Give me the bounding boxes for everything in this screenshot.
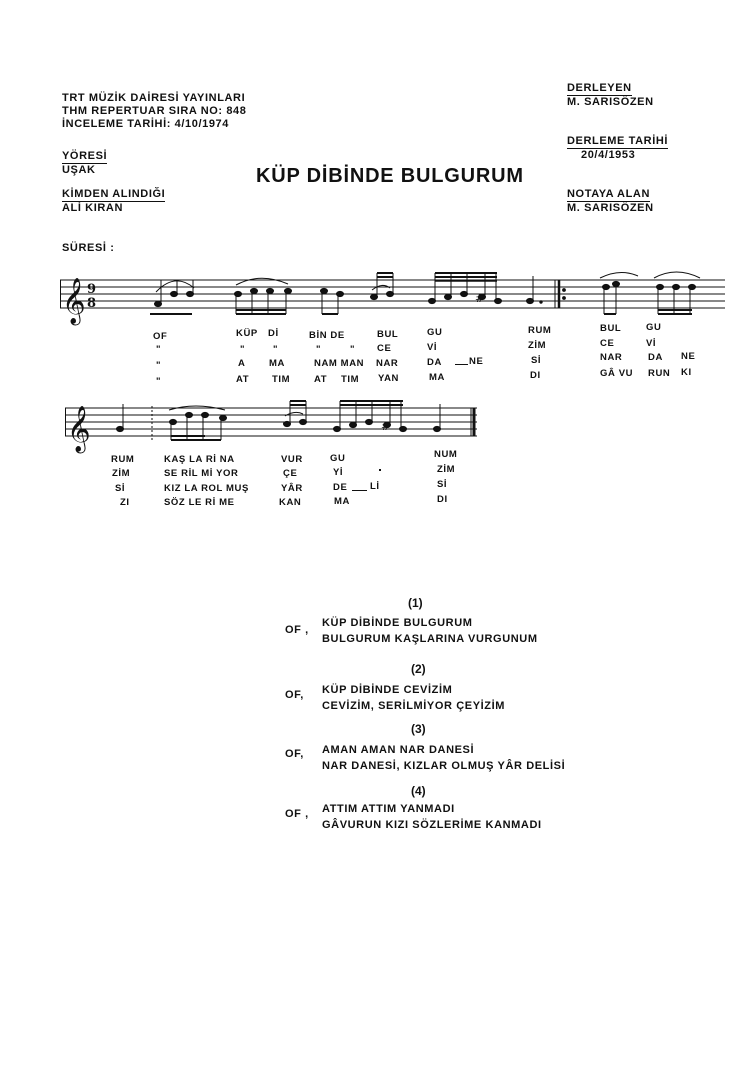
lyric-syllable: ÇE [283,468,298,479]
verse-number: (4) [411,784,426,798]
treble-clef-icon: 𝄞 [67,406,91,452]
verse-line: KÜP DİBİNDE CEVİZİM [322,684,453,696]
region-label: YÖRESİ [62,150,108,162]
lyric-syllable: NAR [376,358,399,369]
staff-system-1 [60,270,725,330]
time-sig-bottom: 8 [87,296,97,311]
verse-line: CEVİZİM, SERİLMİYOR ÇEYİZİM [322,700,506,712]
lyric-syllable: " [273,344,279,355]
lyric-syllable: GÂ VU [600,368,634,379]
lyric-syllable: " [156,360,162,371]
lyric-syllable: ZİM [112,468,131,479]
verse-line: ATTIM ATTIM YANMADI [322,803,455,815]
melisma-dash [352,490,367,491]
lyric-syllable: AT [314,374,328,385]
repertoire-number: THM REPERTUAR SIRA NO: 848 [62,105,247,117]
lyric-syllable: CE [377,343,392,354]
lyric-syllable: YÂR [281,483,303,494]
lyric-syllable: Lİ [370,481,380,492]
lyric-syllable: BİN DE [309,330,345,341]
lyric-syllable: Vİ [646,338,657,349]
lyric-syllable: NE [469,356,484,367]
lyric-syllable: RUM [111,454,135,465]
lyric-syllable: KAŞ LA Rİ NA [164,454,235,465]
publisher-block [62,92,247,131]
lyric-syllable: DI [437,494,448,505]
review-date: İNCELEME TARİHİ: 4/10/1974 [62,118,229,130]
verse-number: (2) [411,662,426,676]
notation-value: M. SARISÖZEN [567,202,654,214]
verse-number: (1) [408,596,423,610]
source-value: ALİ KIRAN [62,202,124,214]
lyric-syllable: VUR [281,454,303,465]
lyric-syllable: KI [681,367,692,378]
lyric-syllable: " [240,344,246,355]
lyric-syllable: RUM [528,325,552,336]
lyric-syllable: OF [153,331,168,342]
date-value: 20/4/1953 [581,149,636,161]
lyric-syllable: DA [427,357,442,368]
lyric-syllable: DI [530,370,541,381]
lyric-syllable: BUL [600,323,622,334]
verse-line: NAR DANESİ, KIZLAR OLMUŞ YÂR DELİSİ [322,760,566,772]
lyric-syllable: TIM [341,374,360,385]
region-value: UŞAK [62,164,96,176]
lyric-syllable: SÖZ LE Rİ ME [164,497,235,508]
compiler-label: DERLEYEN [567,82,632,94]
song-title: KÜP DİBİNDE BULGURUM [256,165,524,187]
verse-prefix: OF, [285,689,304,701]
date-label: DERLEME TARİHİ [567,135,669,147]
lyric-syllable: GU [330,453,346,464]
lyric-syllable: GU [427,327,443,338]
lyric-syllable: DA [648,352,663,363]
verse-line: GÂVURUN KIZI SÖZLERİME KANMADI [322,819,542,831]
lyric-syllable: TIM [272,374,291,385]
compiler-block [567,82,654,109]
note-group [284,401,441,433]
treble-clef-icon: 𝄞 [62,278,86,324]
verse-line: AMAN AMAN NAR DANESİ [322,744,475,756]
note-group [527,276,566,308]
verse-line: BULGURUM KAŞLARINA VURGUNUM [322,633,538,645]
lyric-syllable: ZİM [528,340,547,351]
lyric-syllable: Sİ [437,479,448,490]
notation-block [567,188,654,215]
lyric-syllable: RUN [648,368,671,379]
duration-label: SÜRESİ : [62,242,115,254]
lyric-syllable: NAM MAN [314,358,365,369]
melisma-dash [455,364,468,365]
publisher-line: TRT MÜZİK DAİRESİ YAYINLARI [62,92,246,104]
lyric-syllable: Vİ [427,342,438,353]
lyric-syllable: DE [333,482,348,493]
lyric-syllable: KAN [279,497,302,508]
lyric-syllable: MA [334,496,350,507]
lyric-syllable: BUL [377,329,399,340]
source-label: KİMDEN ALINDIĞI [62,188,166,200]
notation-label: NOTAYA ALAN [567,188,650,200]
lyric-syllable: NUM [434,449,458,460]
svg-text:#: # [475,292,485,305]
svg-text:#: # [381,420,391,433]
verse-prefix: OF , [285,624,309,636]
lyric-syllable: " [156,344,162,355]
lyric-syllable: YAN [378,373,399,384]
verse-prefix: OF, [285,748,304,760]
lyric-syllable: ZİM [437,464,456,475]
time-sig-top: 9 [87,282,97,297]
lyric-syllable: Dİ [268,328,279,339]
lyric-syllable: GU [646,322,662,333]
verse-prefix: OF , [285,808,309,820]
lyric-syllable: AT [236,374,250,385]
staff-system-2 [65,400,477,460]
verse-number: (3) [411,722,426,736]
dot-mark [379,469,381,471]
lyric-syllable: ZI [120,497,130,508]
date-block [567,135,668,162]
lyric-syllable: " [316,344,322,355]
note-group [235,278,344,314]
lyric-syllable: NAR [600,352,623,363]
lyric-syllable: " [350,344,356,355]
lyric-syllable: SE RİL Mİ YOR [164,468,239,479]
lyric-syllable: NE [681,351,696,362]
source-block [62,188,165,215]
lyric-syllable: Sİ [115,483,126,494]
lyric-syllable: Sİ [531,355,542,366]
lyric-syllable: MA [429,372,445,383]
verse-line: KÜP DİBİNDE BULGURUM [322,617,473,629]
lyric-syllable: " [156,376,162,387]
region-block [62,150,107,177]
note-group [150,280,194,314]
lyric-syllable: MA [269,358,285,369]
compiler-value: M. SARISÖZEN [567,96,654,108]
lyric-syllable: Yİ [333,467,344,478]
lyric-syllable: A [238,358,246,369]
lyric-syllable: KÜP [236,328,258,339]
lyric-syllable: CE [600,338,615,349]
lyric-syllable: KIZ LA ROL MUŞ [164,483,249,494]
note-group [371,273,502,305]
